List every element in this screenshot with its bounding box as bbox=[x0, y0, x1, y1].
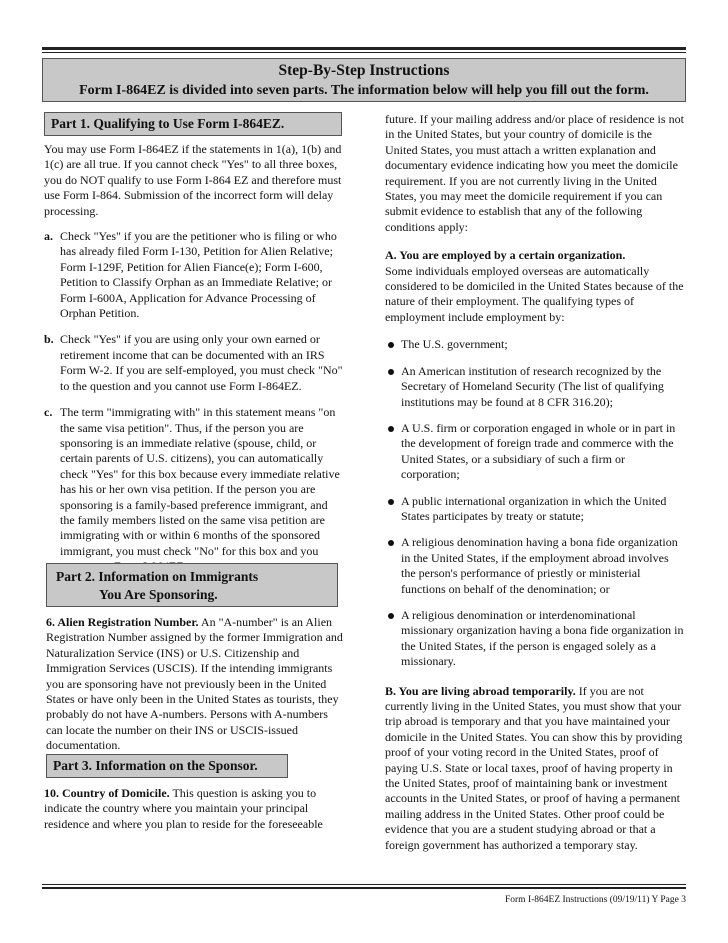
bullet-text: A religious denomination having a bona fide organization in the United States, if the employment abroad involves the person's performance of priestly or ministerial functions on behalf of the denomination; or bbox=[401, 535, 678, 596]
bottom-rule-thick bbox=[42, 887, 686, 889]
top-rule-thick bbox=[42, 47, 686, 50]
right-column bbox=[385, 112, 685, 863]
country-of-domicile bbox=[44, 786, 344, 832]
instructions-header bbox=[42, 58, 686, 102]
part1-body bbox=[44, 142, 344, 586]
part1-intro: You may use Form I-864EZ if the statements in 1(a), 1(b) and 1(c) are all true. If you cannot check "Yes" to all three boxes, you do NOT qualify to use Form I-864 EZ and therefore must use Form I-864. Submission of the incorrect form will delay processing. bbox=[44, 142, 342, 218]
employment-heading: A. You are employed by a certain organization. bbox=[385, 248, 626, 263]
bullet-icon bbox=[388, 613, 394, 619]
page-title: Step-By-Step Instructions bbox=[278, 62, 450, 79]
item-text: The term "immigrating with" in this statement means "on the same visa petition". Thus, if the person you are sponsoring is an immediate relative (spouse, child, or certain parents of U.S. citizens), you can automatically check "Yes" for this box because every immediate relative has his or her own visa petition. If the person you are sponsoring is a family-based preference immigrant, and the family members listed on the same visa petition are immigrating with or within 6 months of the sponsored immigrant, you must check "No" for this box and you bbox=[60, 405, 340, 558]
employment-section bbox=[385, 248, 685, 325]
top-rule-thin bbox=[42, 52, 686, 53]
q10-text: This question is asking you to indicate the country where you maintain your principal residence and where you plan to reside for the foreseeable bbox=[44, 786, 323, 831]
item-text: Check "Yes" if you are the petitioner who is filing or who has already filed Form I-130, Petition for Alien Relative; Form I-129F, Petition for Alien Fiance(e); Form I-600, Petition to Classify Orphan as an Immediate Relative; or Form I-600A, Application for Advance Processing of Orphan Petition. bbox=[60, 229, 337, 321]
bullet-item bbox=[385, 337, 685, 352]
living-abroad-heading: B. You are living abroad temporarily. bbox=[385, 683, 576, 698]
alien-registration-number bbox=[46, 615, 346, 754]
bullet-text: The U.S. government; bbox=[401, 337, 508, 352]
item-label: a. bbox=[44, 229, 53, 244]
bullet-text: A public international organization in which the United States participates by treaty or statute; bbox=[401, 493, 667, 523]
bullet-icon bbox=[388, 499, 394, 505]
bullet-icon bbox=[388, 540, 394, 546]
q6-text: An "A-number" is an Alien Registration Number assigned by the former Immigration and Naturalization Service (INS) or U.S. Citizenship and Immigration Services (USCIS). If the intending immigrants you are sponsoring have not previously been in the United States or have only been in the United States as tourists, they probably do not have A-numbers. Persons with A-numbers can locate the number on their INS or USCIS-issued documentation. bbox=[46, 615, 343, 753]
bullet-text: An American institution of research recognized by the Secretary of Homeland Security (The list of qualifying institutions may be found at 8 CFR 316.20); bbox=[401, 363, 664, 409]
domicile-continuation: future. If your mailing address and/or place of residence is not in the United States, but your country of domicile is the United States, you must attach a written explanation and documentary evidence indicating how you meet the domicile requirement. If you are not currently living in the United States, you may meet the domicile requirement if you can submit evidence to establish that any of the following conditions apply: bbox=[385, 112, 684, 234]
part1-item-c bbox=[44, 405, 344, 574]
item-label: c. bbox=[44, 405, 53, 420]
item-text: Check "Yes" if you are using only your own earned or retirement income that can be documented with an IRS Form W-2. If you are self-employed, you must check "No" to the question and you cannot use Form I-864EZ. bbox=[60, 332, 343, 393]
bullet-item bbox=[385, 608, 685, 670]
bottom-rule-thin bbox=[42, 884, 686, 885]
living-abroad-section bbox=[385, 684, 685, 853]
part3-heading-box bbox=[46, 754, 288, 778]
bullet-item bbox=[385, 494, 685, 525]
part3-body bbox=[44, 786, 344, 832]
bullet-icon bbox=[388, 426, 394, 432]
bullet-icon bbox=[388, 342, 394, 348]
part2-heading-box bbox=[46, 563, 338, 607]
part3-heading: Part 3. Information on the Sponsor. bbox=[53, 758, 258, 773]
bullet-item bbox=[385, 535, 685, 597]
bullet-text: A U.S. firm or corporation engaged in whole or in part in the development of foreign trade and commerce with the United States, or a subsidiary of such a firm or corporation; bbox=[401, 420, 676, 482]
part2-heading-line1: Part 2. Information on Immigrants bbox=[56, 569, 259, 584]
bullet-item bbox=[385, 364, 685, 410]
bullet-icon bbox=[388, 369, 394, 375]
part1-heading: Part 1. Qualifying to Use Form I-864EZ. bbox=[51, 116, 285, 131]
employment-text: Some individuals employed overseas are automatically considered to be domiciled in the United States because of the nature of their employment. The qualifying types of employment include employment by: bbox=[385, 263, 684, 324]
q10-label: 10. Country of Domicile. bbox=[44, 786, 170, 800]
q6-label: 6. Alien Registration Number. bbox=[46, 615, 199, 629]
part2-heading-line2: You Are Sponsoring. bbox=[99, 587, 218, 602]
part1-item-b bbox=[44, 332, 344, 394]
bullet-text: A religious denomination or interdenominational missionary organization having a bona fide organization in the United States, if the person is engaged solely as a missionary. bbox=[401, 607, 684, 669]
part2-body bbox=[46, 615, 346, 754]
bullet-item bbox=[385, 421, 685, 483]
living-abroad-text: If you are not currently living in the United States, you must show that your trip abroad is temporary and that you have maintained your domicile in the United States. You can show this by providing proof of your voting record in the United States, proof of paying U.S. State or local taxes, proof of having property in the United States, proof of maintaining bank or investment accounts in the United States, or proof of having a permanent mailing address in the United States. Other proof could be evidence that you are a student studying abroad or that a foreign government has authorized a temporary stay. bbox=[385, 683, 683, 852]
part1-heading-box bbox=[44, 112, 342, 136]
page-subtitle: Form I-864EZ is divided into seven parts. The information below will help you fill out the form. bbox=[79, 83, 649, 98]
part1-item-a bbox=[44, 229, 344, 321]
item-label: b. bbox=[44, 332, 54, 347]
page-footer: Form I-864EZ Instructions (09/19/11) Y Page 3 bbox=[504, 895, 686, 905]
